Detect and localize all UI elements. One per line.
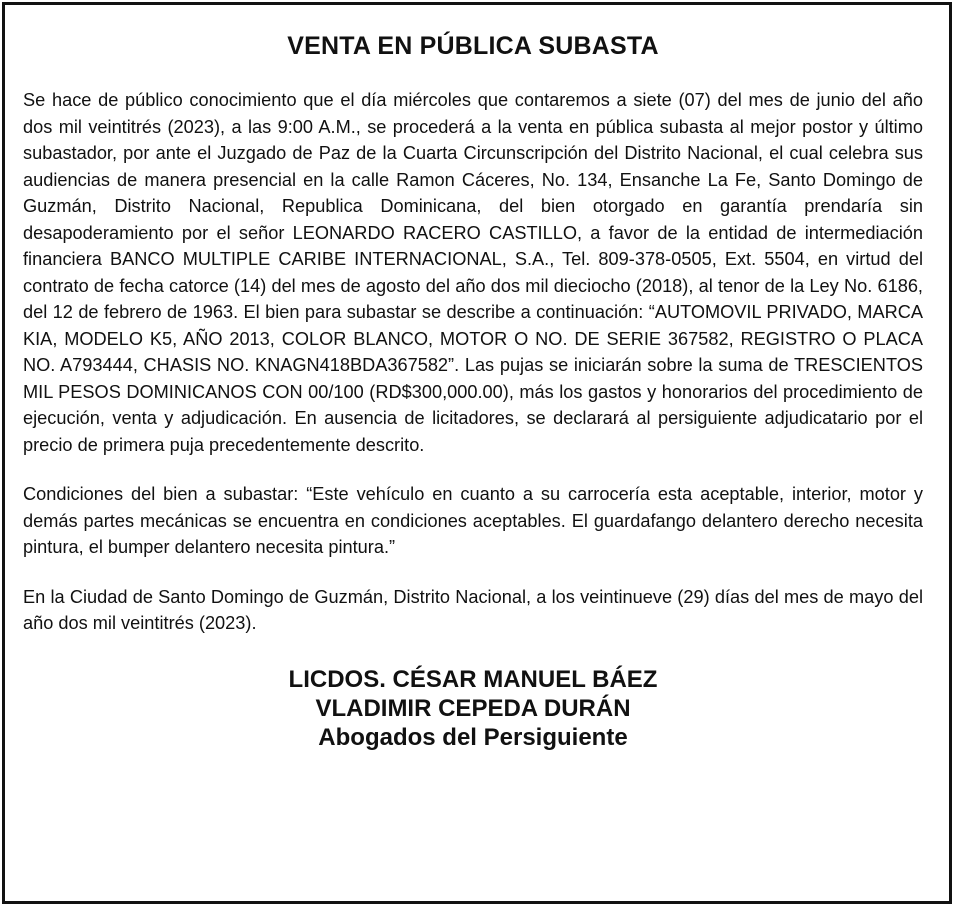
signature-line-role: Abogados del Persiguiente [318, 723, 628, 751]
signature-block [23, 665, 923, 752]
signature-line-second-lawyer: VLADIMIR CEPEDA DURÁN [315, 694, 631, 722]
notice-title: VENTA EN PÚBLICA SUBASTA [287, 32, 659, 60]
signature-line-lawyers: LICDOS. CÉSAR MANUEL BÁEZ [288, 665, 658, 693]
auction-details-paragraph: Se hace de público conocimiento que el día miércoles que contaremos a siete (07) del mes de junio del año dos mil veintitrés (2023), a las 9:00 A.M., se procederá a la venta en pública subasta al mejor postor y último subastador, por ante el Juzgado de Paz de la Cuarta Circunscripción del Distrito Nacional, el cual celebra sus audiencias de manera presencial en la calle Ramon Cáceres, No. 134, Ensanche La Fe, Santo Domingo de Guzmán, Distrito Nacional, Republica Dominicana, del bien otorgado en garantía prendaría sin desapoderamiento por el señor LEONARDO RACERO CASTILLO, a favor de la entidad de intermediación financiera BANCO MULTIPLE CARIBE INTERNACIONAL, S.A., Tel. 809-378-0505, Ext. 5504, en virtud del contrato de fecha catorce (14) del mes de agosto del año dos mil dieciocho (2018), al tenor de la Ley No. 6186, del 12 de febrero de 1963. El bien para subastar se describe a continuación: “AUTOMOVIL PRIVADO, MARCA KIA, MODELO K5, AÑO 2013, COLOR BLANCO, MOTOR O NO. DE SERIE 367582, REGISTRO O PLACA NO. A793444, CHASIS NO. KNAGN418BDA367582”. Las pujas se iniciarán sobre la suma de TRESCIENTOS MIL PESOS DOMINICANOS CON 00/100 (RD$300,000.00), más los gastos y honorarios del procedimiento de ejecución, venta y adjudicación. En ausencia de licitadores, se declarará al persiguiente adjudicatario por el precio de primera puja precedentemente descrito. [23, 90, 923, 455]
auction-notice [2, 2, 952, 904]
date-place-paragraph: En la Ciudad de Santo Domingo de Guzmán, Distrito Nacional, a los veintinueve (29) días del mes de mayo del año dos mil veintitrés (2023). [23, 586, 923, 633]
conditions-paragraph: Condiciones del bien a subastar: “Este vehículo en cuanto a su carrocería esta aceptable, interior, motor y demás partes mecánicas se encuentra en condiciones aceptables. El guardafango delantero derecho necesita pintura, el bumper delantero necesita pintura.” [23, 484, 923, 557]
